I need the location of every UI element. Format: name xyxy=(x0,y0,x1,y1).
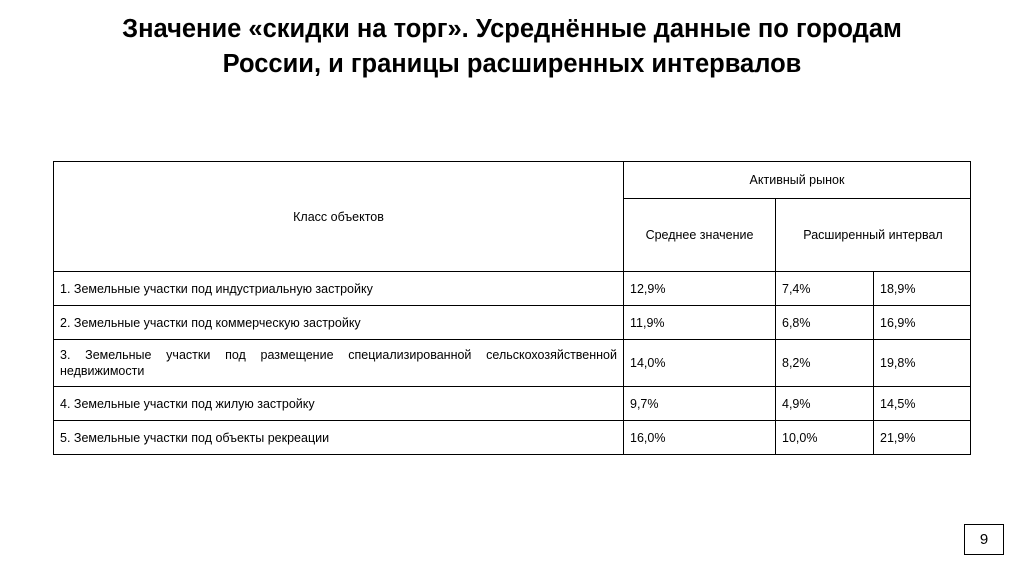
row-interval-high: 16,9% xyxy=(874,306,971,340)
table-row xyxy=(54,272,971,306)
slide-title-line-1: Значение «скидки на торг». Усреднённые данные по городам xyxy=(122,15,902,43)
row-interval-low: 7,4% xyxy=(776,272,874,306)
row-mean: 12,9% xyxy=(624,272,776,306)
row-interval-low: 6,8% xyxy=(776,306,874,340)
row-mean: 16,0% xyxy=(624,421,776,455)
row-interval-low: 8,2% xyxy=(776,340,874,387)
row-object: 2. Земельные участки под коммерческую застройку xyxy=(54,306,624,340)
slide-title-line-2: России, и границы расширенных интервалов xyxy=(222,50,802,78)
row-object: 4. Земельные участки под жилую застройку xyxy=(54,387,624,421)
row-mean: 9,7% xyxy=(624,387,776,421)
row-interval-high: 14,5% xyxy=(874,387,971,421)
row-interval-high: 19,8% xyxy=(874,340,971,387)
row-object: 3. Земельные участки под размещение специализированной сельскохозяйственной недвижимости xyxy=(54,340,624,387)
header-extended-interval: Расширенный интервал xyxy=(776,199,971,272)
row-object: 5. Земельные участки под объекты рекреации xyxy=(54,421,624,455)
header-object-class: Класс объектов xyxy=(54,162,624,272)
discount-table xyxy=(53,161,971,455)
table-row xyxy=(54,387,971,421)
row-object: 1. Земельные участки под индустриальную застройку xyxy=(54,272,624,306)
header-mean-value: Среднее значение xyxy=(624,199,776,272)
row-interval-high: 21,9% xyxy=(874,421,971,455)
row-mean: 14,0% xyxy=(624,340,776,387)
row-interval-low: 4,9% xyxy=(776,387,874,421)
header-active-market: Активный рынок xyxy=(624,162,971,199)
row-interval-low: 10,0% xyxy=(776,421,874,455)
table-row xyxy=(54,421,971,455)
row-interval-high: 18,9% xyxy=(874,272,971,306)
table-row xyxy=(54,340,971,387)
slide-title xyxy=(0,12,1024,82)
page-number: 9 xyxy=(964,524,1004,555)
table-row xyxy=(54,306,971,340)
row-mean: 11,9% xyxy=(624,306,776,340)
